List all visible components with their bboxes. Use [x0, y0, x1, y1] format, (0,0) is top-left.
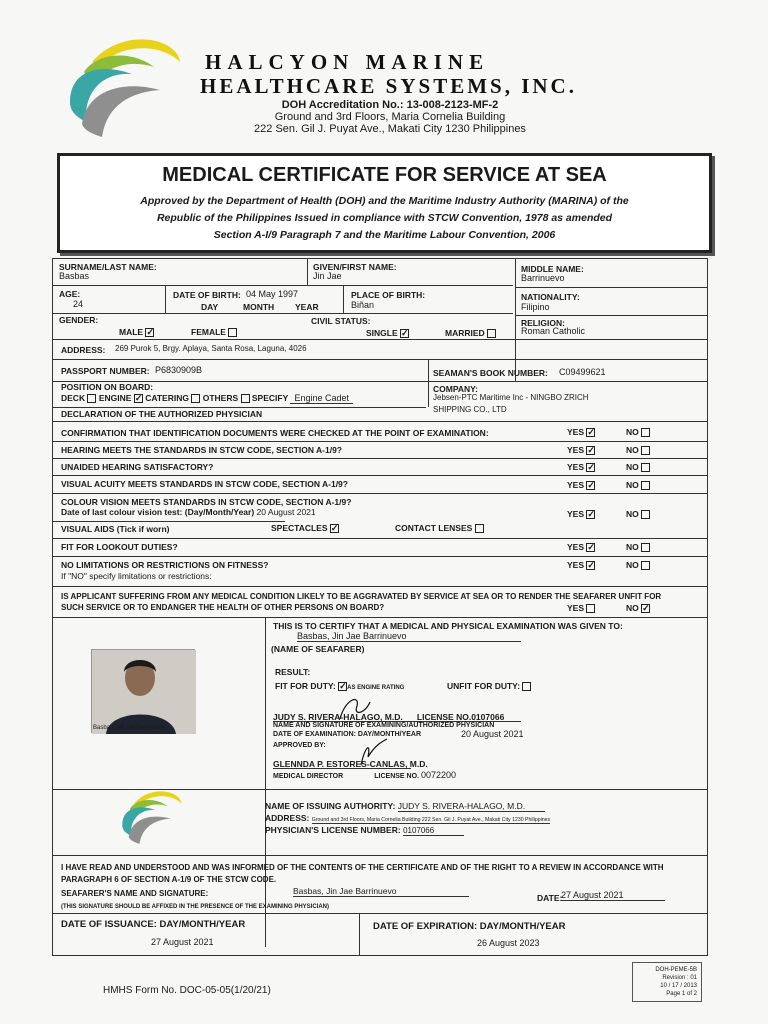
q8-yes: YES ✓: [567, 560, 595, 571]
q-lookout: FIT FOR LOOKOUT DUTIES?: [61, 542, 178, 552]
contacts-option: CONTACT LENSES: [395, 523, 484, 533]
q1-yes: YES ✓: [567, 427, 595, 438]
director-name: GLENNDA P. ESTORES-CANLAS, M.D.: [273, 759, 428, 769]
company-logo: [62, 32, 192, 142]
rev-number: Revision : 01: [662, 975, 697, 981]
issuance-label: DATE OF ISSUANCE: DAY/MONTH/YEAR: [61, 919, 246, 930]
pob-value: Biñan: [351, 300, 375, 310]
company-name-line2: HEALTHCARE SYSTEMS, INC.: [200, 74, 577, 98]
q9-no: NO ✓: [626, 603, 650, 614]
q5-no-checkbox[interactable]: [641, 510, 650, 519]
middle-name-value: Barrinuevo: [521, 273, 565, 283]
approved-by-label: APPROVED BY:: [273, 742, 326, 749]
address-label: ADDRESS:: [61, 345, 106, 355]
seafarer-signature-label: SEAFARER'S NAME AND SIGNATURE:: [61, 889, 209, 898]
q3-yes-checkbox[interactable]: ✓: [587, 462, 595, 473]
q1-no-checkbox[interactable]: [641, 428, 650, 437]
dob-value: 04 May 1997: [246, 289, 299, 299]
religion-value: Roman Catholic: [521, 326, 586, 336]
q-limitations-note: If "NO" specify limitations or restrictions:: [61, 571, 212, 581]
q-medical-condition-1: IS APPLICANT SUFFERING FROM ANY MEDICAL CONDITION LIKELY TO BE AGGRAVATED BY SERVICE AT SEA OR TO RENDER THE SEAFARER UNFIT FOR: [61, 592, 662, 601]
company-value-line1: Jebsen-PTC Maritime Inc - NINGBO ZRICH: [433, 393, 589, 402]
person-photo-icon: [92, 650, 196, 734]
photo-caption: Basbas, Jin Jae Barrinuevo: [93, 725, 167, 731]
q4-no-checkbox[interactable]: [641, 481, 650, 490]
q-medical-condition-2: SUCH SERVICE OR TO ENDANGER THE HEALTH OF OTHER PERSONS ON BOARD?: [61, 603, 385, 612]
q5-yes-checkbox[interactable]: ✓: [587, 509, 595, 520]
middle-name-label: MIDDLE NAME:: [521, 264, 584, 274]
q2-yes: YES ✓: [567, 445, 595, 456]
fit-for-duty: FIT FOR DUTY: ✓AS ENGINE RATING: [275, 681, 405, 692]
issuance-value: 27 August 2021: [151, 937, 214, 947]
dob-label: DATE OF BIRTH:: [173, 290, 241, 300]
q8-no-checkbox[interactable]: [641, 561, 650, 570]
q9-yes-checkbox[interactable]: [586, 604, 595, 613]
q7-yes-checkbox[interactable]: ✓: [587, 542, 595, 553]
civil-single[interactable]: SINGLE ✓: [366, 328, 409, 339]
q3-no-checkbox[interactable]: [641, 463, 650, 472]
q5-yes: YES ✓: [567, 509, 595, 520]
position-options: DECK ENGINE ✓ CATERING OTHERS SPECIFY Engine Cadet: [61, 393, 353, 403]
nationality-value: Filipino: [521, 302, 550, 312]
q2-yes-checkbox[interactable]: ✓: [587, 445, 595, 456]
ack-note: (THIS SIGNATURE SHOULD BE AFFIXED IN THE PRESENCE OF THE EXAMINING PHYSICIAN): [61, 904, 330, 910]
age-value: 24: [73, 299, 84, 309]
physician-name: JUDY S. RIVERA-HALAGO, M.D. LICENSE NO.0107066: [273, 712, 505, 722]
gender-female[interactable]: FEMALE: [191, 327, 237, 337]
q8-yes-checkbox[interactable]: ✓: [587, 560, 595, 571]
q-hearing: HEARING MEETS THE STANDARDS IN STCW CODE, SECTION A-1/9?: [61, 445, 342, 455]
fit-checkbox[interactable]: ✓: [339, 681, 347, 692]
q7-yes: YES ✓: [567, 542, 595, 553]
unfit-checkbox[interactable]: [522, 682, 531, 691]
q-colour-vision: COLOUR VISION MEETS STANDARDS IN STCW CODE, SECTION A-1/9?: [61, 497, 352, 507]
declaration-label: DECLARATION OF THE AUTHORIZED PHYSICIAN: [61, 409, 263, 419]
q3-yes: YES ✓: [567, 462, 595, 473]
doh-accreditation: DOH Accreditation No.: 13-008-2123-MF-2: [281, 99, 499, 111]
q9-yes: YES: [567, 603, 595, 613]
q-visual-aids: VISUAL AIDS (Tick if worn): [61, 524, 170, 534]
revision-box: [632, 962, 702, 1002]
gender-male[interactable]: MALE ✓: [119, 327, 155, 338]
rev-page: Page 1 of 2: [666, 991, 697, 997]
address-value: 269 Purok 5, Brgy. Aplaya, Santa Rosa, Laguna, 4026: [115, 344, 307, 353]
ack-line1: I HAVE READ AND UNDERSTOOD AND WAS INFORMED OF THE CONTENTS OF THE CERTIFICATE AND OF THE RIGHT TO A REVIEW IN ACCORDANCE WITH: [61, 863, 664, 872]
q-visual-acuity: VISUAL ACUITY MEETS STANDARDS IN STCW CODE, SECTION A-1/9?: [61, 479, 348, 489]
q1-yes-checkbox[interactable]: ✓: [587, 427, 595, 438]
physician-sig-label: NAME AND SIGNATURE OF EXAMINING/AUTHORIZED PHYSICIAN: [273, 722, 495, 729]
seafarer-name: Basbas, Jin Jae Barrinuevo: [297, 631, 521, 642]
surname-value: Basbas: [59, 271, 90, 281]
engine-checkbox[interactable]: ✓: [134, 393, 143, 404]
catering-checkbox[interactable]: [191, 394, 200, 403]
pob-label: PLACE OF BIRTH:: [351, 290, 426, 300]
contacts-checkbox[interactable]: [475, 524, 484, 533]
issuing-address: ADDRESS: Ground and 3rd Floors, Maria Cornelia Building 222 Sen. Gil J. Puyat Ave., Makati City 1230 Philippines: [265, 813, 551, 823]
q2-no: NO: [626, 445, 650, 455]
age-label: AGE:: [59, 289, 81, 299]
given-name-label: GIVEN/FIRST NAME:: [313, 262, 397, 272]
result-label: RESULT:: [275, 667, 311, 677]
q4-yes: YES ✓: [567, 480, 595, 491]
given-name-value: Jin Jae: [313, 271, 342, 281]
q1-no: NO: [626, 427, 650, 437]
q7-no-checkbox[interactable]: [641, 543, 650, 552]
exam-date-value: 20 August 2021: [461, 729, 524, 739]
seaman-book-label: SEAMAN'S BOOK NUMBER:: [433, 368, 548, 378]
dob-day-label: DAY: [201, 302, 219, 312]
physician-license: PHYSICIAN'S LICENSE NUMBER: 0107066: [265, 825, 464, 835]
q8-no: NO: [626, 560, 650, 570]
title-box: [57, 153, 712, 253]
civil-status-label: CIVIL STATUS:: [311, 316, 371, 326]
spectacles-option: SPECTACLES ✓: [271, 523, 339, 534]
q-colour-vision-date: Date of last colour vision test: (Day/Month/Year) 20 August 2021: [61, 507, 316, 517]
passport-value: P6830909B: [155, 365, 203, 375]
ack-line2: PARAGRAPH 6 OF SECTION A-1/9 OF THE STCW CODE.: [61, 875, 277, 884]
single-checkbox[interactable]: ✓: [401, 328, 409, 339]
expiration-label: DATE OF EXPIRATION: DAY/MONTH/YEAR: [373, 921, 566, 932]
address-line2: 222 Sen. Gil J. Puyat Ave., Makati City 1230 Philippines: [254, 123, 526, 135]
dob-year-label: YEAR: [295, 302, 319, 312]
gender-label: GENDER:: [59, 315, 99, 325]
title-sub2: Republic of the Philippines Issued in compliance with STCW Convention, 1978 as amended: [156, 212, 613, 224]
company-name-line1: HALCYON MARINE: [205, 50, 490, 74]
company-value-line2: SHIPPING CO., LTD: [433, 405, 507, 414]
civil-married[interactable]: MARRIED: [445, 328, 496, 338]
issuing-authority: NAME OF ISSUING AUTHORITY: JUDY S. RIVERA-HALAGO, M.D.: [265, 801, 545, 811]
specify-value: Engine Cadet: [290, 393, 353, 404]
form-frame: [52, 258, 708, 956]
company-label: COMPANY:: [433, 384, 479, 394]
seafarer-photo: [91, 649, 195, 733]
address-line1: Ground and 3rd Floors, Maria Cornelia Building: [274, 111, 506, 123]
form-number: HMHS Form No. DOC-05-05(1/20/21): [103, 985, 271, 996]
passport-label: PASSPORT NUMBER:: [61, 366, 150, 376]
q4-yes-checkbox[interactable]: ✓: [587, 480, 595, 491]
expiration-value: 26 August 2023: [477, 938, 540, 948]
unfit-for-duty: UNFIT FOR DUTY:: [447, 681, 531, 691]
q5-no: NO: [626, 509, 650, 519]
married-checkbox[interactable]: [487, 329, 496, 338]
q4-no: NO: [626, 480, 650, 490]
certificate-title: MEDICAL CERTIFICATE FOR SERVICE AT SEA: [162, 164, 607, 186]
q2-no-checkbox[interactable]: [641, 446, 650, 455]
title-sub1: Approved by the Department of Health (DOH) and the Maritime Industry Authority (MARINA) of the: [140, 195, 629, 207]
company-logo-small: [118, 787, 188, 847]
q3-no: NO: [626, 462, 650, 472]
q-limitations: NO LIMITATIONS OR RESTRICTIONS ON FITNESS?: [61, 560, 269, 570]
deck-checkbox[interactable]: [87, 394, 96, 403]
nationality-label: NATIONALITY:: [521, 292, 580, 302]
female-checkbox[interactable]: [228, 328, 237, 337]
seafarer-name-label: (NAME OF SEAFARER): [271, 644, 365, 654]
spectacles-checkbox[interactable]: ✓: [330, 523, 339, 534]
surname-label: SURNAME/LAST NAME:: [59, 262, 157, 272]
rev-code: DOH-PEME-5B: [655, 967, 697, 973]
title-sub3: Section A-I/9 Paragraph 7 and the Maritime Labour Convention, 2006: [213, 229, 556, 241]
seafarer-signature: Basbas, Jin Jae Barrinuevo: [293, 886, 469, 897]
q-unaided-hearing: UNAIDED HEARING SATISFACTORY?: [61, 462, 214, 472]
q9-no-checkbox[interactable]: ✓: [642, 603, 650, 614]
dob-month-label: MONTH: [243, 302, 275, 312]
q7-no: NO: [626, 542, 650, 552]
director-label: MEDICAL DIRECTOR LICENSE NO. 0072200: [273, 770, 456, 780]
exam-date-label: DATE OF EXAMINATION: DAY/MONTH/YEAR: [273, 731, 422, 738]
position-label: POSITION ON BOARD:: [61, 382, 154, 392]
seaman-book-value: C09499621: [559, 367, 606, 377]
rev-date: 10 / 17 / 2013: [660, 983, 697, 989]
religion-label: RELIGION:: [521, 318, 565, 328]
ack-date-value: 27 August 2021: [561, 890, 665, 901]
ack-date-label: DATE:: [537, 893, 563, 903]
others-checkbox[interactable]: [241, 394, 250, 403]
male-checkbox[interactable]: ✓: [146, 327, 155, 338]
q-identification: CONFIRMATION THAT IDENTIFICATION DOCUMENTS WERE CHECKED AT THE POINT OF EXAMINATION:: [61, 428, 489, 438]
certify-text: THIS IS TO CERTIFY THAT A MEDICAL AND PHYSICAL EXAMINATION WAS GIVEN TO:: [273, 621, 623, 631]
